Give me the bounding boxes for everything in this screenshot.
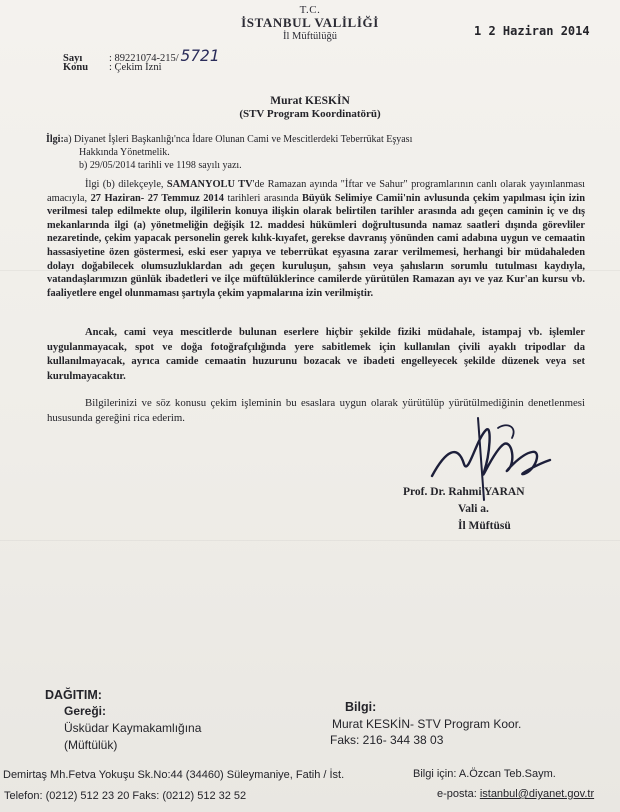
footer-email-link[interactable]: istanbul@diyanet.gov.tr xyxy=(479,788,595,800)
p1-g: 'nin avlusunda çekim yapılması için izin verilmesi talep edilmekte olup, ilgililerin konuya ilişkin olarak belirtilen tarihler arasında adı geçen caminin iç ve dış mekanlarında ilgi (a) yönetmeliğin değişik 12. maddesi hükümleri doğrultusunda namaz saatleri dışında görevliler nezaretinde, çekim yapacak personelin gerek kılık-kıyafet, gerekse davranış yönünden cami adabına uygun ve cemaatin hassasiyetine özen göstermesi, eski eser yapıya ve teberrükat eşyasına zarar verilmemesi, herhangi bir müdahaleden dolayı doğabilecek olumsuzluklardan adı geçen kuruluşun, şahsın veya şahısların sorumlu tutulması kaydıyla, vatandaşlarımızın günlük ibadetleri ve ilçe müftülüklerince camilerde yürütülen Ramazan ayı ve yaz Kur'an kursu vb. faaliyetlere engel olunmaması şartıyla çekim yapmalarına izin verilmiştir. xyxy=(47,192,585,299)
signatory-name: Prof. Dr. Rahmi YARAN xyxy=(403,486,525,498)
footer-email-label: e-posta: xyxy=(437,788,480,800)
body-paragraph-2 xyxy=(47,326,585,385)
p1-a: İlgi (b) dilekçeyle, xyxy=(85,179,167,190)
p1-e: tarihleri arasında xyxy=(223,192,302,204)
distribution-title: DAĞITIM: xyxy=(45,688,102,702)
addressee-name: Murat KESKİN xyxy=(270,95,350,107)
header-tc: T.C. xyxy=(299,4,321,16)
ilgi-b: b) 29/05/2014 tarihli ve 1198 sayılı yazı. xyxy=(79,160,242,171)
distribution-geregi-1: Üsküdar Kaymakamlığına xyxy=(64,721,202,735)
p1-channel: SAMANYOLU TV xyxy=(166,179,253,190)
konu-value: : Çekim İzni xyxy=(109,62,162,73)
body-paragraph-1 xyxy=(47,178,585,300)
document-date: 1 2 Haziran 2014 xyxy=(474,24,590,38)
bilgi-fax: Faks: 216- 344 38 03 xyxy=(330,733,444,747)
signatory-role: Vali a. xyxy=(458,503,489,515)
p1-c: 'de Ramazan ayında "İftar ve Sahur" programlarının canlı olarak yayınlanması amacıyla, xyxy=(47,179,586,204)
distribution-geregi-2: (Müftülük) xyxy=(64,738,118,752)
header-mufti: İl Müftülüğü xyxy=(283,31,337,42)
bilgi-recipient: Murat KESKİN- STV Program Koor. xyxy=(332,717,522,731)
p1-dates: 27 Haziran- 27 Temmuz 2014 xyxy=(90,192,224,204)
distribution-geregi-label: Gereği: xyxy=(64,704,107,718)
konu-row xyxy=(63,62,162,73)
bilgi-label: Bilgi: xyxy=(345,700,377,714)
konu-label: Konu xyxy=(63,62,89,73)
ilgi-a-cont: Hakkında Yönetmelik. xyxy=(79,147,170,158)
sayi-label: Sayı xyxy=(63,53,83,64)
sayi-value: : 89221074-215/ xyxy=(109,53,179,64)
ilgi-a-text: a) Diyanet İşleri Başkanlığı'nca İdare Olunan Cami ve Mescitlerdeki Teberrükat Eşyası xyxy=(63,134,413,145)
footer-address: Demirtaş Mh.Fetva Yokuşu Sk.No:44 (34460) Süleymaniye, Fatih / İst. xyxy=(3,769,345,781)
ilgi-prefix: İlgi: xyxy=(46,134,64,145)
p3-text: Bilgilerinizi ve söz konusu çekim işleminin bu esaslara uygun olarak yürütülüp yürütülmediğinin denetlenmesi hususunda gereğini rica ederim. xyxy=(47,397,585,424)
p1-mosque: Büyük Selimiye Camii xyxy=(301,192,404,204)
footer-info: Bilgi için: A.Özcan Teb.Saym. xyxy=(413,768,556,780)
p2-text: Ancak, cami veya mescitlerde bulunan eserlere hiçbir şekilde fiziki müdahale, istampaj vb. işlemler uygulanmayacak, spot ve doğa fotoğrafçılığında yere sabitlemek için kullanılan çivili ayaklı tripodlar da kullanılmayacak, ayrıca camide cemaatin huzurunu bozacak ve ibadeti engelleyecek şekilde düzenek veya set kurulmayacaktır. xyxy=(47,327,585,383)
signatory-office: İl Müftüsü xyxy=(458,520,511,532)
footer-phone: Telefon: (0212) 512 23 20 Faks: (0212) 512 32 52 xyxy=(4,790,247,802)
sayi-handwritten: 5721 xyxy=(180,46,220,65)
addressee-role: (STV Program Koordinatörü) xyxy=(239,108,381,120)
footer-email-row xyxy=(437,788,594,800)
header-valilik: İSTANBUL VALİLİĞİ xyxy=(241,15,379,30)
ilgi-a xyxy=(46,134,412,145)
